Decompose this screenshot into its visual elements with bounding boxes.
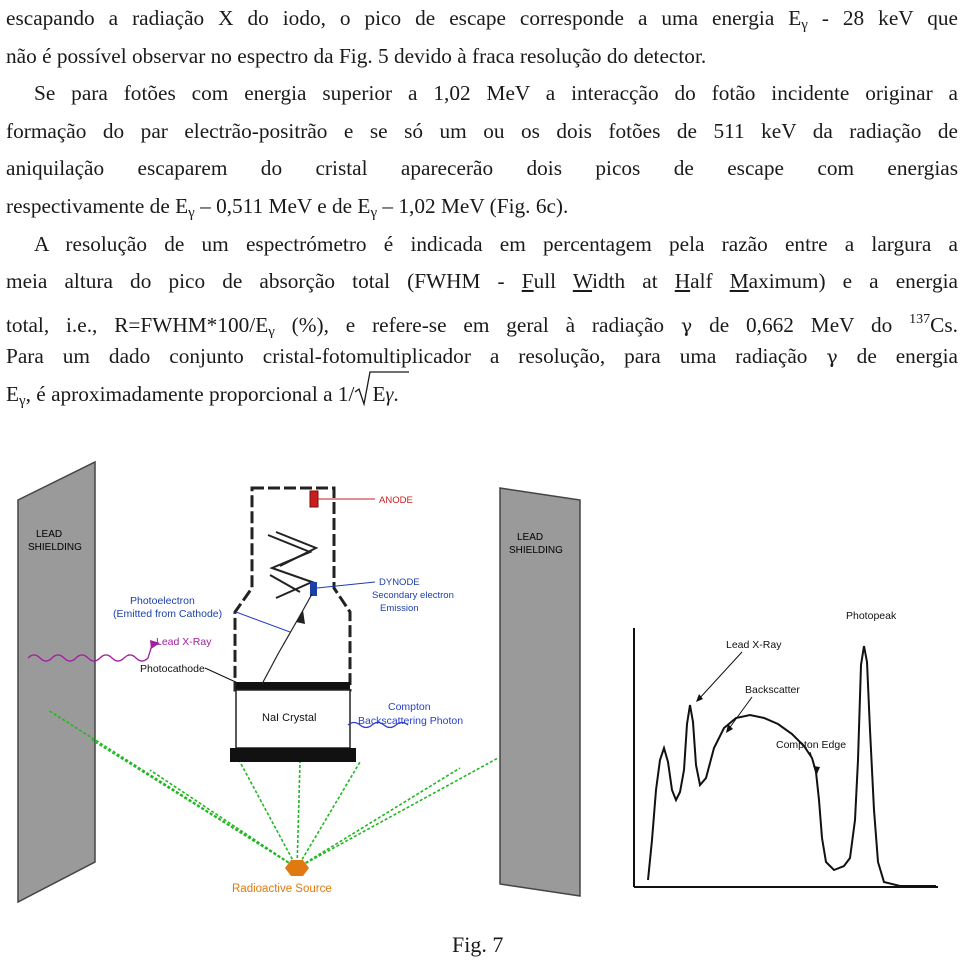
detector-diagram [18,462,580,902]
compton-label: Backscattering Photon [358,715,464,727]
p3-line3 [6,301,958,339]
p1-line2: não é possível observar no espectro da Fig. 5 devido à fraca resolução do detector. [6,43,707,68]
radical-sign-icon [354,368,410,408]
underlined-letter: M [729,269,749,294]
dynode [310,582,317,596]
gamma-symbol: γ [385,383,394,406]
text-run: . [393,381,399,406]
gamma-subscript: γ [188,204,195,221]
p3-line4 [6,338,958,376]
text-run: ull [533,269,573,294]
dynode-label: Emission [380,603,419,614]
underlined-letter: H [674,269,691,294]
crystal-housing [230,748,356,762]
photocathode-label: Photocathode [140,663,205,675]
mass-number: 137 [909,311,931,327]
text-run: aximum) e a energia [748,269,958,294]
text-run: - 28 keV que [807,6,958,30]
p2-line3: aniquilação escaparem do cristal aparecerão dois picos de escape com energias [6,156,958,181]
text-run: (%), e refere-se em geral à radiação [274,312,681,337]
underlined-letter: W [572,269,593,294]
compton-label: Compton [388,701,431,713]
text-run: de 0,662 MeV do [692,312,910,337]
gamma-subscript: γ [801,17,808,33]
p3-line5 [6,376,958,414]
body-text [6,0,958,414]
underlined-letter: F [521,269,534,294]
anode-label: ANODE [379,495,413,506]
p3-line2 [6,263,958,301]
compton-edge-label: Compton Edge [776,739,847,751]
photocathode-layer [236,682,350,690]
text-run: alf [690,269,730,294]
text-run: total, i.e., R=FWHM*100/E [6,312,269,337]
text-run: de energia [837,344,958,369]
crystal-label: NaI Crystal [262,712,317,724]
text-run: E [6,381,20,406]
text-run: – 0,511 MeV e de E [194,193,371,218]
gamma-subscript: γ [268,323,275,339]
spectrum-plot [634,610,938,887]
photoelectron-label: Photoelectron [130,595,195,607]
text-run: – 1,02 MeV (Fig. 6c). [377,193,569,218]
lead-xray-label: Lead X-Ray [156,636,212,648]
gamma-subscript: γ [19,392,26,409]
lead-shield-left [18,462,95,902]
dynode-label: Secondary electron [372,590,454,601]
pointer-line [698,652,742,700]
source-label: Radioactive Source [232,883,332,895]
p2-line4 [6,188,958,226]
text-run: Para um dado conjunto cristal-fotomultiplicador a resolução, para uma radiação [6,344,827,369]
figure-caption: Fig. 7 [452,932,504,957]
p1-line1 [6,0,958,38]
photomultiplier-tube [235,488,350,690]
text-run: meia altura do pico de absorção total (FWHM - [6,269,522,294]
text-run: Cs. [930,312,958,337]
text-run: idth at [592,269,675,294]
backscatter-label: Backscatter [745,684,800,696]
gamma-symbol: γ [826,346,838,369]
photoelectron-label: (Emitted from Cathode) [113,608,223,620]
lead-shield-label: SHIELDING [28,542,82,553]
spectrum-curve [648,646,936,886]
square-root [354,376,393,415]
photopeak-label: Photopeak [846,610,897,622]
lead-shield-label: LEAD [517,532,544,543]
p2-line2: formação do par electrão-positrão e se só um ou os dois fotões de 511 keV da radiação de [6,118,958,143]
text-run: escapando a radiação X do iodo, o pico de escape corresponde a uma energia E [6,6,802,30]
pointer-line [728,697,752,730]
arrow-icon [813,766,820,774]
gamma-symbol: γ [680,314,693,337]
text-run: , é aproximadamente proporcional a 1/ [25,381,355,406]
p2-line1: Se para fotões com energia superior a 1,02 MeV a interacção do fotão incidente originar a [34,81,958,106]
lead-shield-label: SHIELDING [509,545,563,556]
text-run: E [372,381,386,406]
anode [310,491,318,507]
figure-7 [0,455,960,930]
dynode-label: DYNODE [379,577,420,588]
lead-shield-label: LEAD [36,529,63,540]
lead-xray-label: Lead X-Ray [726,639,782,651]
gamma-subscript: γ [370,204,378,221]
text-run: respectivamente de E [6,193,189,218]
p3-line1: A resolução de um espectrómetro é indicada em percentagem pela razão entre a largura a [34,231,958,256]
